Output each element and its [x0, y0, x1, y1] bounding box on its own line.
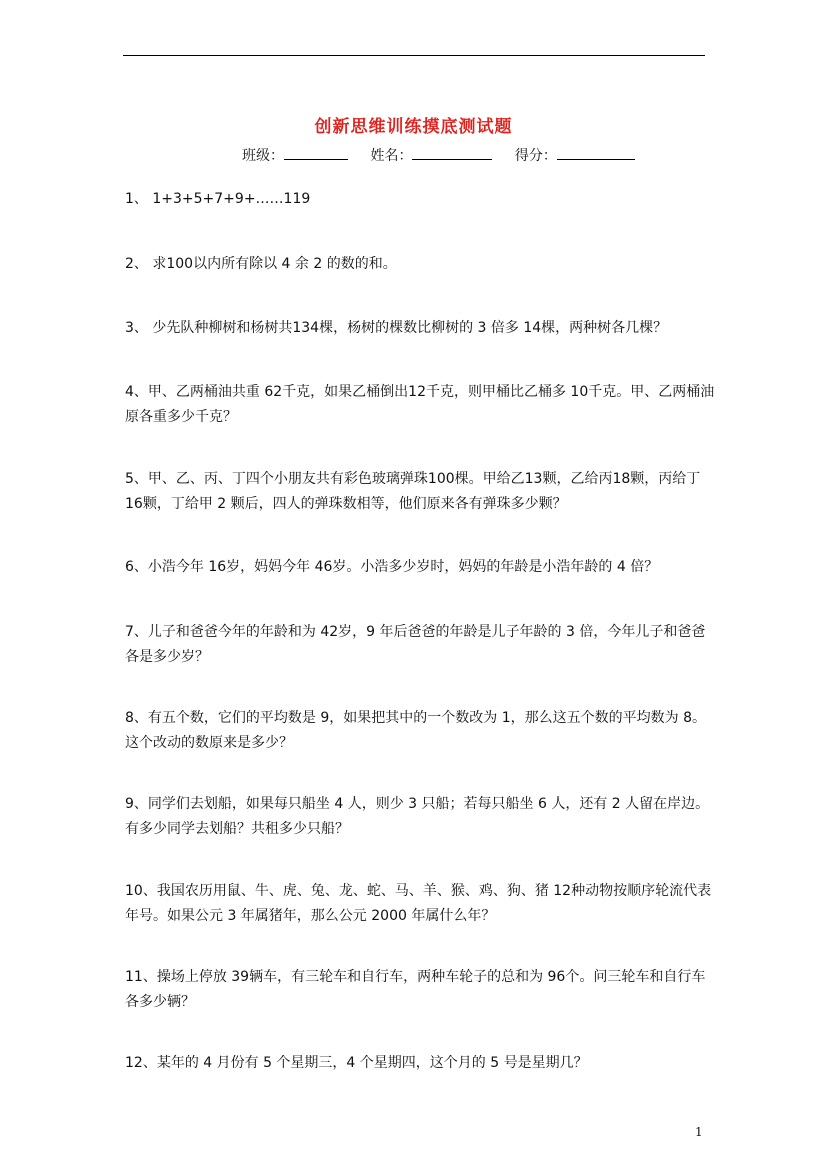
student-info-line: [242, 145, 653, 165]
question-4: 4、甲、乙两桶油共重 62千克，如果乙桶倒出12千克，则甲桶比乙桶多 10千克。甲、乙两桶油原各重多少千克？: [125, 384, 715, 425]
question-12: 12、某年的 4 月份有 5 个星期三，4 个星期四，这个月的 5 号是星期几？: [125, 1055, 588, 1071]
score-blank[interactable]: [557, 147, 635, 160]
page-title: 创新思维训练摸底测试题: [314, 117, 513, 137]
name-label: 姓名：: [370, 148, 413, 164]
question-8: 8、有五个数，它们的平均数是 9，如果把其中的一个数改为 1，那么这五个数的平均数为 8。这个改动的数原来是多少？: [125, 710, 706, 751]
question-5: 5、甲、乙、丙、丁四个小朋友共有彩色玻璃弹珠100棵。甲给乙13颗，乙给丙18颗，丙给丁 16颗，丁给甲 2 颗后，四人的弹珠数相等，他们原来各有弹珠多少颗？: [125, 471, 701, 512]
score-label: 得分：: [514, 148, 557, 164]
class-label: 班级：: [242, 148, 284, 164]
name-field: [370, 145, 492, 165]
question-7: 7、儿子和爸爸今年的年龄和为 42岁，9 年后爸爸的年龄是儿子年龄的 3 倍，今年儿子和爸爸各是多少岁？: [125, 624, 706, 665]
header-rule: [123, 55, 705, 56]
question-10: 10、我国农历用鼠、牛、虎、兔、龙、蛇、马、羊、猴、鸡、狗、猪 12种动物按顺序轮流代表年号。如果公元 3 年属猪年，那么公元 2000 年属什么年？: [125, 883, 712, 924]
question-1: 1、 1+3+5+7+9+……119: [125, 191, 311, 207]
question-2: 2、 求100以内所有除以 4 余 2 的数的和。: [125, 256, 397, 272]
question-6: 6、小浩今年 16岁，妈妈今年 46岁。小浩多少岁时，妈妈的年龄是小浩年龄的 4 倍？: [125, 559, 659, 575]
name-blank[interactable]: [412, 147, 492, 160]
class-field: [242, 145, 348, 165]
score-field: [515, 145, 635, 165]
question-3: 3、 少先队种柳树和杨树共134棵，杨树的棵数比柳树的 3 倍多 14棵，两种树各几棵？: [125, 320, 668, 336]
question-9: 9、同学们去划船，如果每只船坐 4 人，则少 3 只船；若每只船坐 6 人，还有 2 人留在岸边。有多少同学去划船？共租多少只船？: [125, 796, 710, 837]
question-11: 11、操场上停放 39辆车，有三轮车和自行车，两种车轮子的总和为 96个。问三轮车和自行车各多少辆？: [125, 969, 706, 1010]
page-number: 1: [695, 1125, 703, 1139]
class-blank[interactable]: [284, 147, 348, 160]
